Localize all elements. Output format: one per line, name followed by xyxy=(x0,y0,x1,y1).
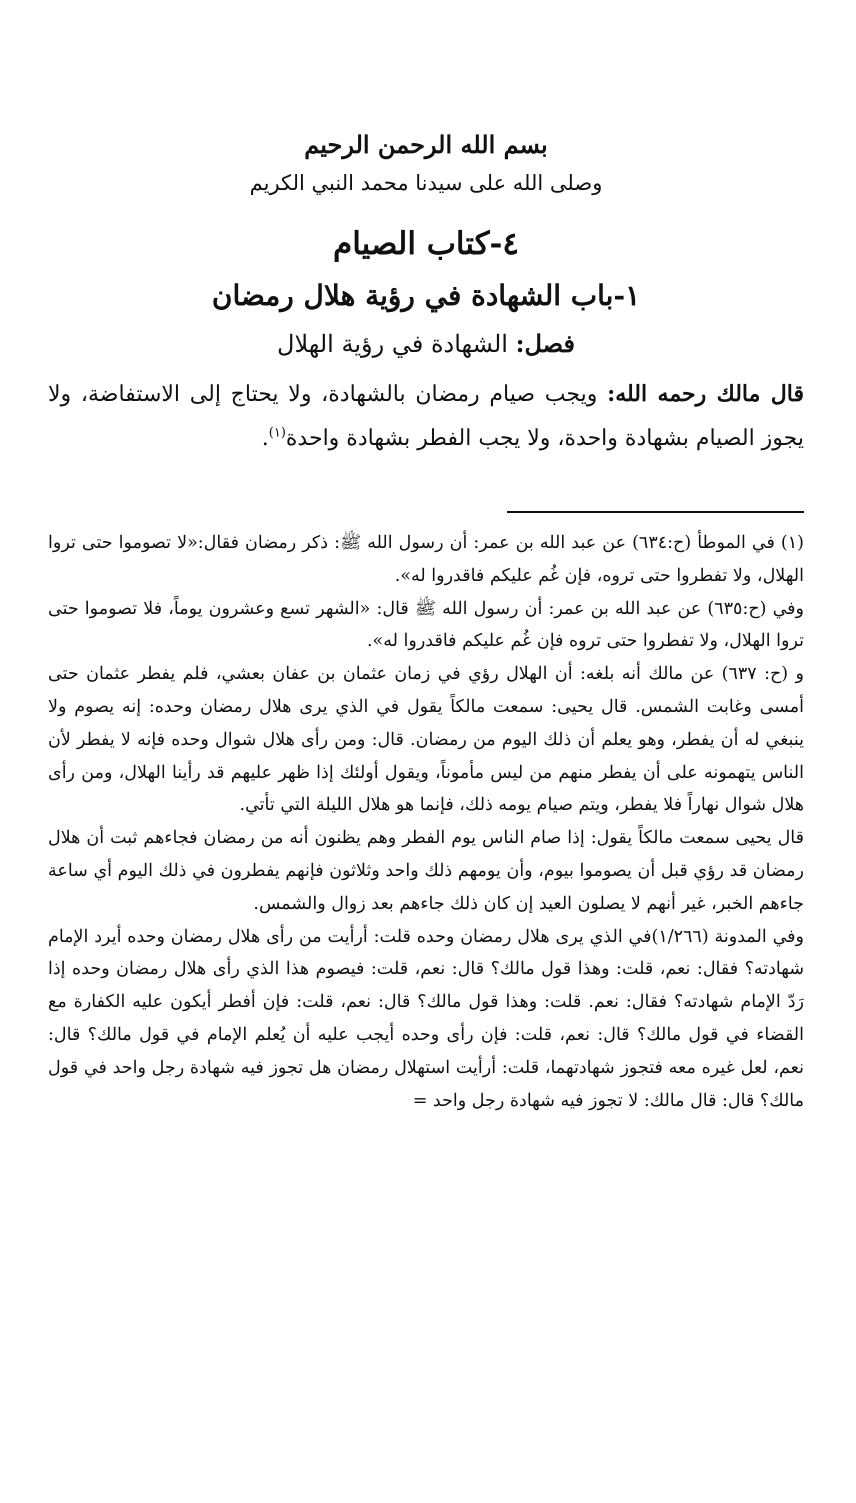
book-title: ٤-كتاب الصيام xyxy=(333,226,519,262)
speaker: قال مالك رحمه الله: xyxy=(607,381,805,407)
basmala: بسم الله الرحمن الرحيم xyxy=(304,130,548,159)
footnote-paragraph: وفي (ح:٦٣٥) عن عبد الله بن عمر: أن رسول الله ﷺ قال: «الشهر تسع وعشرون يوماً، فلا تصوموا حتى تروا الهلال، ولا تفطروا حتى تروه فإن غُم عليكم فاقدروا له». xyxy=(48,598,804,652)
footnote-paragraph: (١) في الموطأ (ح:٦٣٤) عن عبد الله بن عمر: أن رسول الله ﷺ: ذكر رمضان فقال:«لا تصوموا حتى تروا الهلال، ولا تفطروا حتى تروه، فإن غُم عليكم فاقدروا له». xyxy=(48,533,804,586)
footnotes xyxy=(48,527,804,1117)
main-end: . xyxy=(261,426,269,451)
salat-line: وصلى الله على سيدنا محمد النبي الكريم xyxy=(249,171,603,195)
footnote-paragraph: قال يحيى سمعت مالكاً يقول: إذا صام الناس يوم الفطر وهم يظنون أنه من رمضان فجاءهم ثبت أن هلال رمضان قد رؤي قبل أن يصوموا بيوم، وأن يومهم ذلك واحد وثلاثون فإنهم يفطرون في ذلك اليوم أي ساعة جاءهم الخبر، غير أنهم لا يصلون العيد إن كان ذلك جاءهم بعد زوال والشمس. xyxy=(48,828,804,914)
chapter-title: ١-باب الشهادة في رؤية هلال رمضان xyxy=(211,279,641,312)
footnote-separator xyxy=(507,511,804,513)
footnote-paragraph: وفي المدونة (١/٢٦٦)في الذي يرى هلال رمضان وحده قلت: أرأيت من رأى هلال رمضان وحده أيرد الإمام شهادته؟ فقال: نعم، قلت: وهذا قول مالك؟ قال: نعم، قلت: فيصوم هذا الذي رأى هلال رمضان وحده إذا رَدّ الإمام شهادته؟ فقال: نعم. قلت: وهذا قول مالك؟ قال: نعم، قلت: فإن أفطر أيكون عليه الكفارة مع القضاء في قول مالك؟ قال: نعم، قلت: فإن رأى وحده أيجب عليه أن يُعلم الإمام في قول مالك؟ قال: نعم، لعل غيره معه فتجوز شهادتهما، قلت: أرأيت استهلال رمضان هل تجوز فيه شهادة رجل واحد في قول مالك؟ قال: قال مالك: لا تجوز فيه شهادة رجل واحد = xyxy=(48,926,804,1111)
footnote-ref[interactable]: (١) xyxy=(268,425,286,441)
section-title: الشهادة في رؤية الهلال xyxy=(277,330,508,358)
section-heading xyxy=(48,324,804,364)
main-paragraph xyxy=(48,372,804,461)
book-page xyxy=(0,128,856,1503)
main-body: ويجب صيام رمضان بالشهادة، ولا يحتاج إلى الاستفاضة، ولا يجوز الصيام بشهادة واحدة، ولا يجب الفطر بشهادة واحدة xyxy=(48,382,804,451)
footnote-paragraph: و (ح: ٦٣٧) عن مالك أنه بلغه: أن الهلال رؤي في زمان عثمان بن عفان بعشي، فلم يفطر عثمان حتى أمسى وغابت الشمس. قال يحيى: سمعت مالكاً يقول في الذي يرى هلال رمضان وحده: إنه يصوم ولا ينبغي له أن يفطر، وهو يعلم أن ذلك اليوم من رمضان. قال: ومن رأى هلال شوال وحده فإنه لا يفطر لأن الناس يتهمونه على أن يفطر منهم من ليس مأموناً، ويقول أولئك إذا ظهر عليهم قد رأينا الهلال، ومن رأى هلال شوال نهاراً فلا يفطر، ويتم صيام يومه ذلك، فإنما هو هلال الليلة التي تأتي. xyxy=(48,664,804,816)
section-label: فصل: xyxy=(515,329,575,358)
